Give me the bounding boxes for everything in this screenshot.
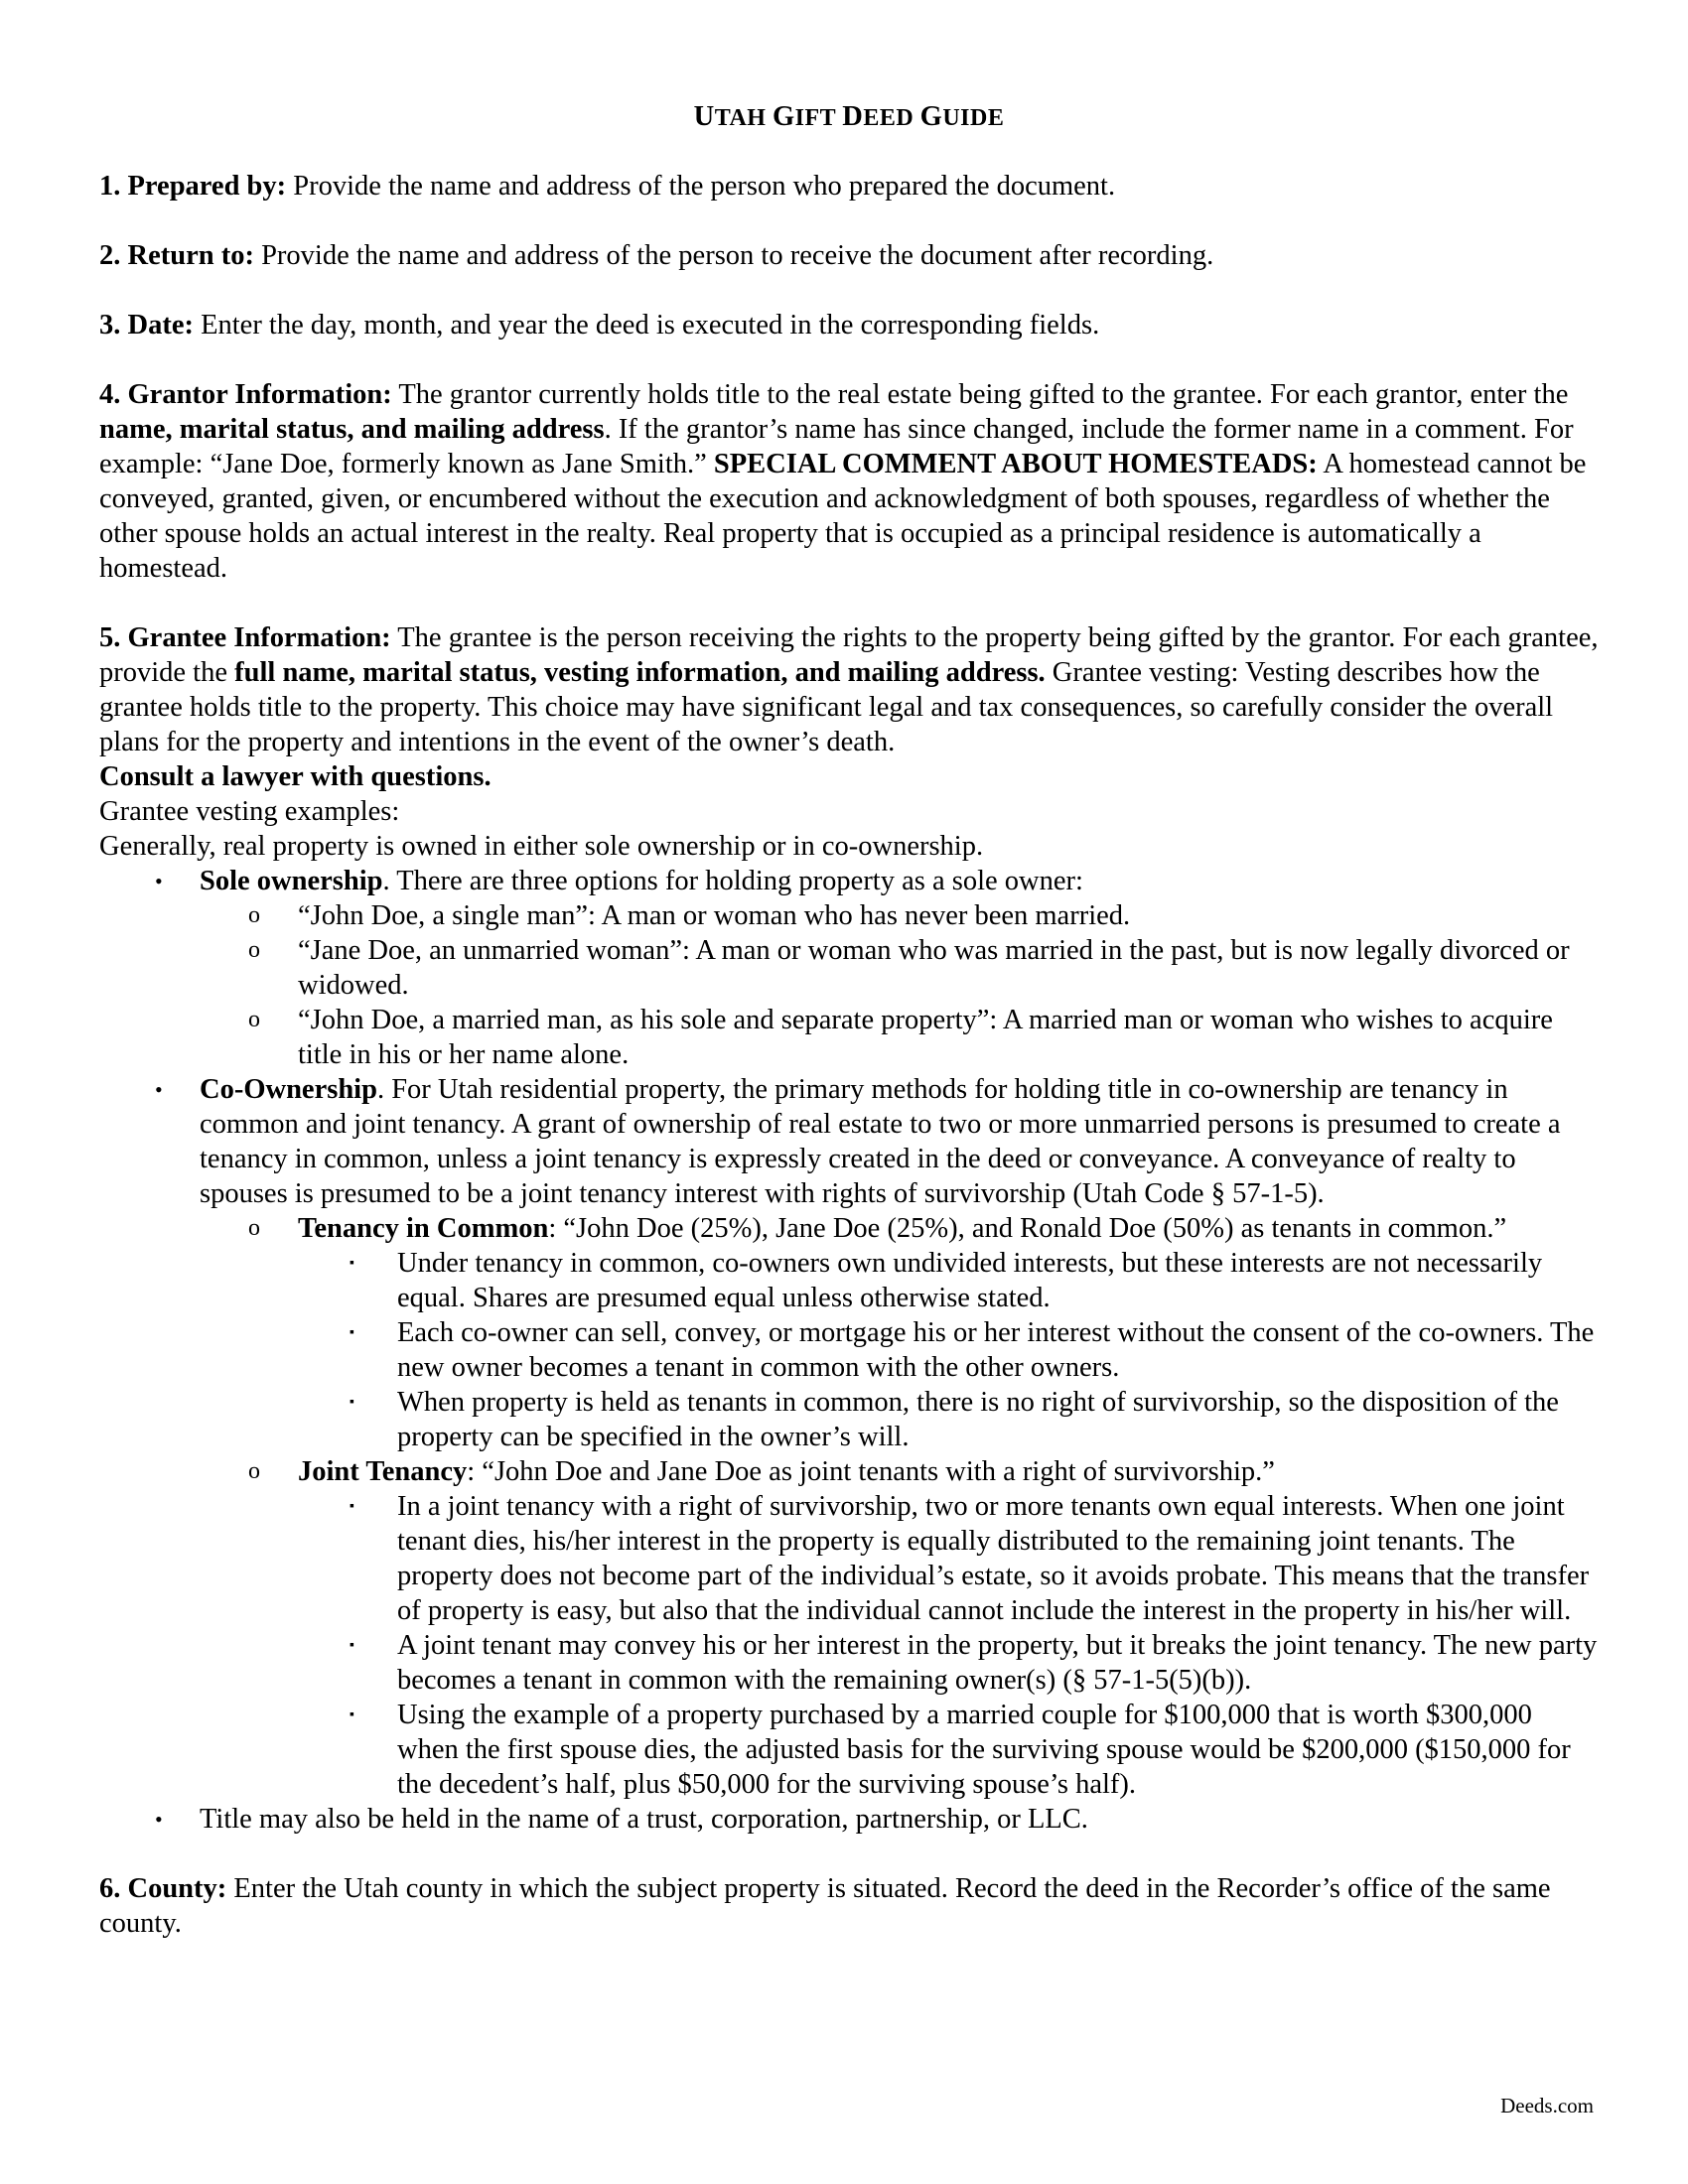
list-item-sole-ownership: • Sole ownership. There are three options for holding property as a sole owner: — [155, 866, 1083, 896]
list-item-trust: • Title may also be held in the name of a trust, corporation, partnership, or LLC. — [155, 1804, 1088, 1835]
bullet: ▪ — [350, 1707, 354, 1722]
section-return-to: 2. Return to: Provide the name and address of the person to receive the document after recording. — [99, 240, 1214, 271]
bullet: o — [248, 1007, 260, 1032]
bullet: ▪ — [350, 1499, 354, 1514]
ownership-overview: Generally, real property is owned in either sole ownership or in co-ownership. — [99, 831, 984, 862]
list-item-joint-tenancy: o Joint Tenancy: “John Doe and Jane Doe as joint tenants with a right of survivorship.” — [248, 1456, 1275, 1487]
list-item: ▪ Using the example of a property purchased by a married couple for $100,000 that is worth $300,000 when the first spouse dies, the adjusted basis for the surviving spouse would be $200,000 ($150,000 for the decedent’s half, plus $50,000 for the surviving spouse’s half). — [350, 1700, 1571, 1800]
list-item: ▪ In a joint tenancy with a right of survivorship, two or more tenants own equal interests. When one joint tenant dies, his/her interest in the property is equally distributed to the remaining joint tenants. The property does not become part of the individual’s estate, so it avoids probate. This means that the transfer of property is easy, but also that the individual cannot include the interest in the property in his/her will. — [350, 1491, 1590, 1626]
list-item: o “Jane Doe, an unmarried woman”: A man or woman who was married in the past, but is now legally divorced or widowed. — [248, 935, 1570, 1001]
bullet: ▪ — [350, 1256, 354, 1271]
grantee-intro: 5. Grantee Information: The grantee is the person receiving the rights to the property being gifted by the grantor. For each grantee, provide the full name, marital status, vesting information, and mailing address. Grantee vesting: Vesting describes how the grantee holds title to the property. This choice may have significant legal and tax consequences, so carefully consider the overall plans for the property and intentions in the event of the owner’s death. Consult a lawyer with questions. — [99, 622, 1599, 792]
list-item-tenancy-in-common: o Tenancy in Common: “John Doe (25%), Jane Doe (25%), and Ronald Doe (50%) as tenants in common.” — [248, 1213, 1507, 1244]
section-date: 3. Date: Enter the day, month, and year the deed is executed in the corresponding fields. — [99, 310, 1100, 341]
list-item: ▪ Under tenancy in common, co-owners own undivided interests, but these interests are not necessarily equal. Shares are presumed equal unless otherwise stated. — [350, 1248, 1543, 1313]
page-title: UTAH GIFT DEED GUIDE — [693, 101, 1005, 132]
document-page — [99, 99, 1599, 1976]
bullet: o — [248, 937, 260, 963]
list-item: ▪ Each co-owner can sell, convey, or mortgage his or her interest without the consent of the co-owners. The new owner becomes a tenant in common with the other owners. — [350, 1317, 1595, 1383]
list-item: ▪ A joint tenant may convey his or her interest in the property, but it breaks the joint tenancy. The new party becomes a tenant in common with the remaining owner(s) (§ 57-1-5(5)(b)). — [350, 1630, 1598, 1696]
footer-brand: Deeds.com — [1500, 2094, 1594, 2117]
section-prepared-by: 1. Prepared by: Provide the name and address of the person who prepared the document. — [99, 171, 1116, 202]
bullet: ▪ — [350, 1325, 354, 1340]
vesting-examples-heading: Grantee vesting examples: — [99, 796, 400, 827]
bullet: • — [155, 869, 163, 893]
list-item: o “John Doe, a single man”: A man or woman who has never been married. — [248, 900, 1131, 931]
section-grantor-information: 4. Grantor Information: The grantor currently holds title to the real estate being gifted to the grantee. For each grantor, enter the name, marital status, and mailing address. If the grantor’s name has since changed, include the former name in a comment. For example: “Jane Doe, formerly known as Jane Smith.” SPECIAL COMMENT ABOUT HOMESTEADS: A homestead cannot be conveyed, granted, given, or encumbered without the execution and acknowledgment of both spouses, regardless of whether the other spouse holds an actual interest in the realty. Real property that is occupied as a principal residence is automatically a homestead. — [99, 379, 1587, 584]
bullet: o — [248, 1458, 260, 1484]
bullet: o — [248, 902, 260, 928]
bullet: o — [248, 1215, 260, 1241]
section-county: 6. County: Enter the Utah county in which the subject property is situated. Record the deed in the Recorder’s office of the same county. — [99, 1873, 1551, 1939]
section-grantee-information — [99, 620, 1599, 1837]
list-item: o “John Doe, a married man, as his sole and separate property”: A married man or woman who wishes to acquire title in his or her name alone. — [248, 1005, 1553, 1070]
list-item: ▪ When property is held as tenants in common, there is no right of survivorship, so the disposition of the property can be specified in the owner’s will. — [350, 1387, 1559, 1452]
bullet: • — [155, 1807, 163, 1832]
list-item-co-ownership: • Co-Ownership. For Utah residential property, the primary methods for holding title in co-ownership are tenancy in common and joint tenancy. A grant of ownership of real estate to two or more unmarried persons is presumed to create a tenancy in common, unless a joint tenancy is expressly created in the deed or conveyance. A conveyance of realty to spouses is presumed to be a joint tenancy interest with rights of survivorship (Utah Code § 57-1-5). — [155, 1074, 1561, 1209]
bullet: ▪ — [350, 1395, 354, 1410]
bullet: ▪ — [350, 1638, 354, 1653]
bullet: • — [155, 1077, 163, 1102]
